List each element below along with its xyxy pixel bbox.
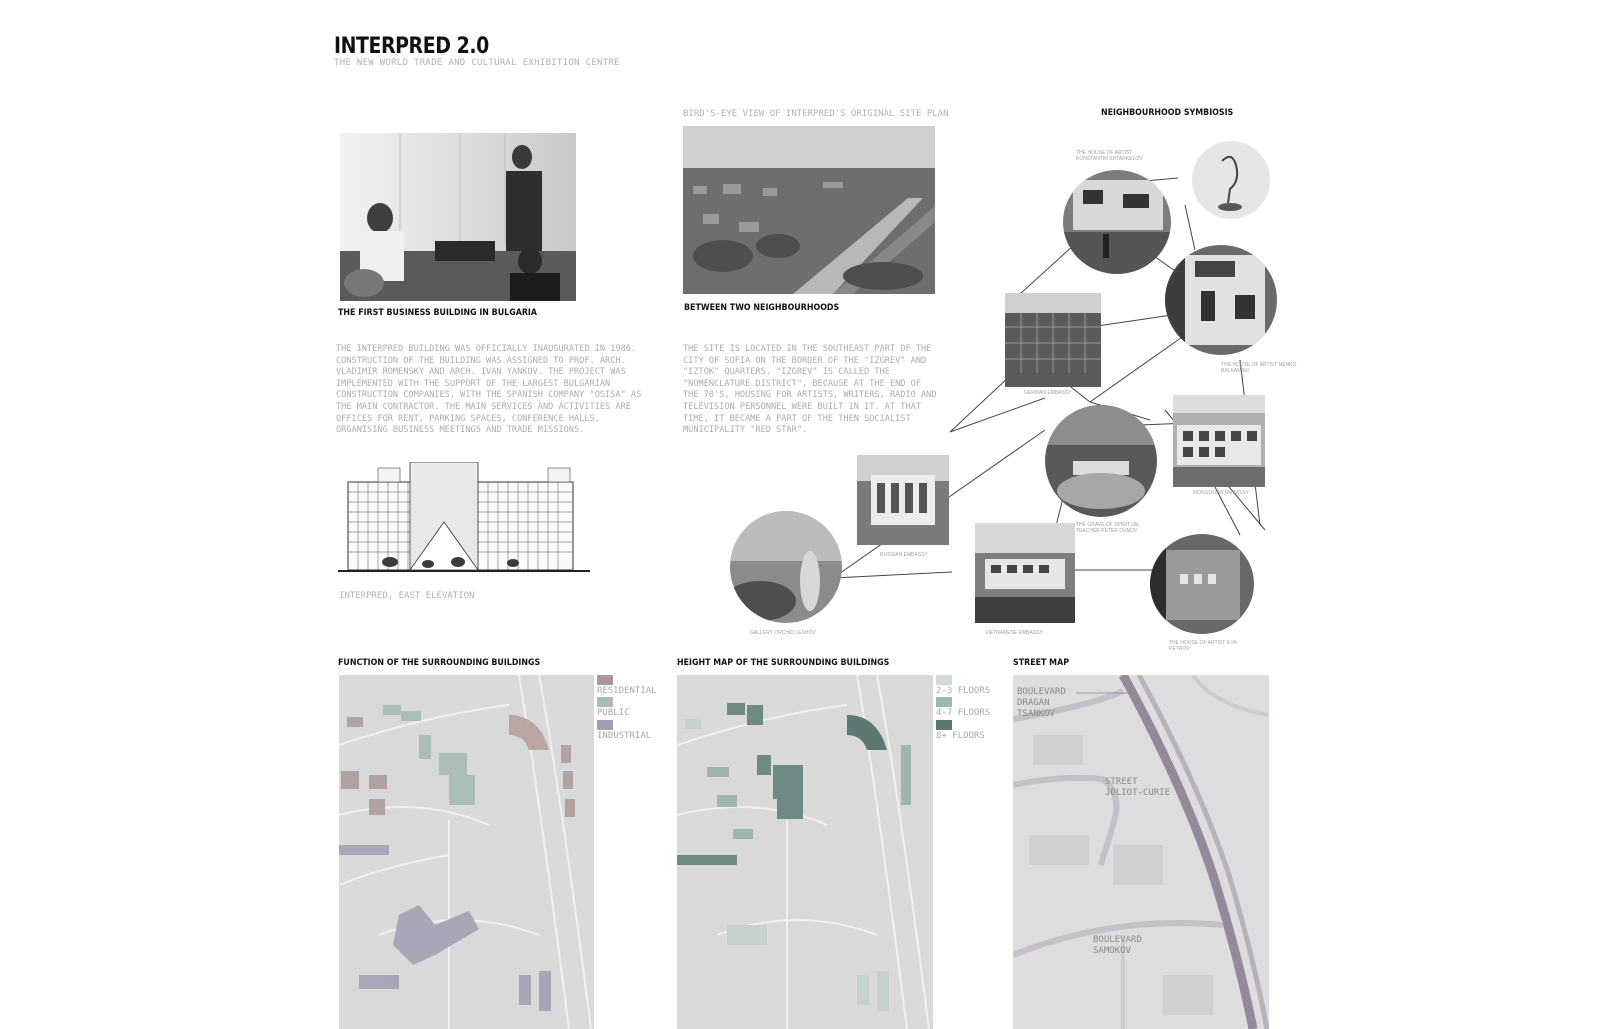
street-label-leader-line: [1076, 690, 1136, 696]
legend-label-public: PUBLIC: [597, 708, 630, 718]
section-heading-first-building: THE FIRST BUSINESS BUILDING IN BULGARIA: [338, 308, 538, 318]
house-shtarkelov-photo: [1063, 170, 1171, 274]
legend-swatch-mid-floors: [936, 697, 952, 707]
house-petrov-label: THE HOUSE OF ARTIST ILYA PETROV: [1169, 640, 1237, 652]
house-petrov-photo: [1150, 534, 1254, 634]
section-paragraph-first-building: THE INTERPRED BUILDING WAS OFFICIALLY INAUGURATED IN 1986. CONSTRUCTION OF THE BUILDING WAS ASSIGNED TO PROF. ARCH. VLADIMIR ROMENSKY AND ARCH. IVAN YANKOV. THE PROJECT WAS IMPLEMENTED WITH THE SUPPORT OF THE LARGEST BULGARIAN CONSTRUCTION COMPANIES, WITH THE SPANISH COMPANY "OSISA" AS THE MAIN CONTRACTOR. THE MAIN SERVICES AND ACTIVITIES ARE OFFICES FOR RENT, PARKING SPACES, CONFERENCE HALLS, ORGANISING BUSINESS MEETINGS AND TRADE MISSIONS.: [336, 344, 642, 436]
street-label-dragan-tsankov: BOULEVARD DRAGAN TSANKOV: [1017, 687, 1066, 719]
legend-label-high-floors: 8+ FLOORS: [936, 731, 985, 741]
page-subtitle: THE NEW WORLD TRADE AND CULTURAL EXHIBITION CENTRE: [334, 58, 620, 68]
height-map-heading: HEIGHT MAP OF THE SURROUNDING BUILDINGS: [677, 658, 890, 668]
heron-sculpture-photo: [1192, 141, 1270, 219]
legend-swatch-residential: [597, 675, 613, 685]
mongolian-embassy-photo: [1173, 395, 1265, 487]
section-paragraph-neighbourhoods: THE SITE IS LOCATED IN THE SOUTHEAST PART OF THE CITY OF SOFIA ON THE BORDER OF THE "IZGREV" AND "IZTOK" QUARTERS. "IZGREV" IS CALLED THE "NOMENCLATURE DISTRICT", BECAUSE AT THE END OF THE 70'S, HOUSING FOR ARTISTS, WRITERS, RADIO AND TELEVISION PERSONNEL WERE BUILT IN IT. AT THAT TIME, IT BECAME A PART OF THE THEN SOCIALIST MUNICIPALITY "RED STAR".: [683, 344, 937, 436]
east-elevation-drawing: [338, 462, 590, 582]
height-map: [677, 675, 933, 1029]
russian-embassy-photo: [857, 455, 949, 545]
function-map-heading: FUNCTION OF THE SURROUNDING BUILDINGS: [338, 658, 541, 668]
street-label-samokov: BOULEVARD SAMOKOV: [1093, 935, 1142, 956]
street-map: [1013, 675, 1269, 1029]
legend-swatch-low-floors: [936, 675, 952, 685]
vietnamese-embassy-photo: [975, 523, 1075, 623]
street-map-heading: STREET MAP: [1013, 658, 1070, 668]
vietnamese-embassy-label: VIETNAMESE EMBASSY: [985, 630, 1043, 636]
legend-swatch-high-floors: [936, 720, 952, 730]
legend-label-mid-floors: 4-7 FLOORS: [936, 708, 991, 718]
section-heading-neighbourhoods: BETWEEN TWO NEIGHBOURHOODS: [684, 303, 840, 313]
legend-swatch-public: [597, 697, 613, 707]
aerial-photo-caption: BIRD'S-EYE VIEW OF INTERPRED'S ORIGINAL SITE PLAN: [683, 109, 949, 119]
gallery-leshov-label: GALLERY ORCHID LESHOV: [750, 630, 816, 636]
legend-swatch-industrial: [597, 720, 613, 730]
legend-label-industrial: INDUSTRIAL: [597, 731, 652, 741]
house-balkanski-label: THE HOUSE OF ARTIST NENKO BALKANSKI: [1221, 362, 1297, 374]
symbiosis-heading: NEIGHBOURHOOD SYMBIOSIS: [1101, 108, 1234, 118]
function-map: [339, 675, 594, 1029]
elevation-caption: INTERPRED, EAST ELEVATION: [339, 591, 475, 601]
dunov-grave-photo: [1045, 405, 1157, 517]
meeting-photo: [340, 133, 576, 301]
german-embassy-photo: [1005, 293, 1101, 387]
mongolian-embassy-label: MONGOLIAN EMBASSY: [1193, 490, 1250, 496]
dunov-grave-label: THE GRAVE OF SPIRITUAL TEACHER PETER DUNOV: [1076, 522, 1141, 534]
legend-label-residential: RESIDENTIAL: [597, 686, 657, 696]
house-balkanski-photo: [1165, 245, 1277, 355]
house-shtarkelov-label: THE HOUSE OF ARTIST KONSTANTIN SHTARKELOV: [1076, 150, 1143, 162]
page-title: INTERPRED 2.0: [334, 34, 489, 59]
german-embassy-label: GERMAN EMBASSY: [1024, 390, 1072, 396]
gallery-leshov-photo: [730, 511, 842, 623]
russian-embassy-label: RUSSIAN EMBASSY: [880, 552, 928, 558]
street-label-joliot-curie: STREET JOLIOT-CURIE: [1105, 777, 1171, 798]
legend-label-low-floors: 2-3 FLOORS: [936, 686, 991, 696]
